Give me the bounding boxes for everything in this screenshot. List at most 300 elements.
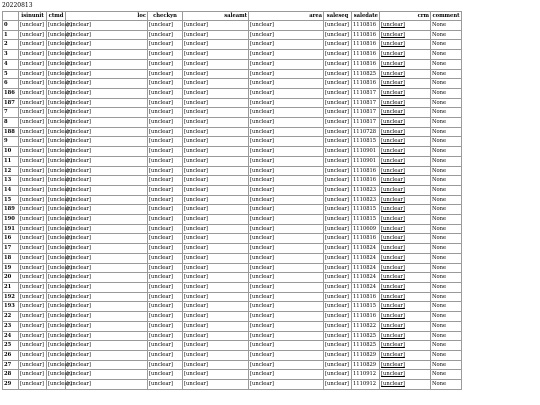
cell-crm-link[interactable]: [unclear] [380, 185, 431, 195]
cell-comment: None [431, 244, 462, 254]
cell-area: [unclear] [249, 127, 324, 137]
cell-loc: [unclear] [66, 380, 148, 390]
cell-saleseq: [unclear] [324, 263, 352, 273]
cell-ctmd: [unclear] [47, 69, 66, 79]
cell-saleseq: [unclear] [324, 79, 352, 89]
cell-comment: None [431, 253, 462, 263]
cell-saledate: 1110824 [352, 273, 380, 283]
cell-isinunit: [unclear] [19, 302, 47, 312]
cell-isinunit: [unclear] [19, 118, 47, 128]
cell-crm-link[interactable]: [unclear] [380, 321, 431, 331]
row-index: 186 [3, 88, 19, 98]
row-index: 192 [3, 292, 19, 302]
cell-crm-link[interactable]: [unclear] [380, 380, 431, 390]
cell-isinunit: [unclear] [19, 59, 47, 69]
cell-isinunit: [unclear] [19, 253, 47, 263]
cell-loc: [unclear] [66, 350, 148, 360]
cell-crm-link[interactable]: [unclear] [380, 350, 431, 360]
cell-saledate: 1110817 [352, 118, 380, 128]
cell-saleamt: [unclear] [183, 176, 249, 186]
cell-ctmd: [unclear] [47, 370, 66, 380]
cell-saleseq: [unclear] [324, 234, 352, 244]
cell-saleamt: [unclear] [183, 30, 249, 40]
cell-ctmd: [unclear] [47, 302, 66, 312]
table-row [3, 253, 462, 263]
cell-saleseq: [unclear] [324, 195, 352, 205]
cell-crm-link[interactable]: [unclear] [380, 79, 431, 89]
cell-crm-link[interactable]: [unclear] [380, 312, 431, 322]
cell-crm-link[interactable]: [unclear] [380, 88, 431, 98]
cell-saledate: 1110815 [352, 302, 380, 312]
cell-area: [unclear] [249, 69, 324, 79]
cell-comment: None [431, 69, 462, 79]
cell-area: [unclear] [249, 360, 324, 370]
cell-comment: None [431, 224, 462, 234]
cell-loc: [unclear] [66, 253, 148, 263]
row-index: 27 [3, 360, 19, 370]
cell-saledate: 1110829 [352, 360, 380, 370]
column-header-crm: crm [380, 12, 431, 21]
cell-saleseq: [unclear] [324, 321, 352, 331]
cell-checkyn: [unclear] [148, 50, 183, 60]
cell-loc: [unclear] [66, 176, 148, 186]
cell-saleseq: [unclear] [324, 360, 352, 370]
table-row [3, 195, 462, 205]
column-header-area: area [249, 12, 324, 21]
row-index: 9 [3, 137, 19, 147]
cell-comment: None [431, 273, 462, 283]
cell-saledate: 1110901 [352, 156, 380, 166]
cell-saleseq: [unclear] [324, 98, 352, 108]
cell-saleseq: [unclear] [324, 108, 352, 118]
cell-saledate: 1110912 [352, 370, 380, 380]
table-row [3, 30, 462, 40]
cell-isinunit: [unclear] [19, 156, 47, 166]
cell-comment: None [431, 98, 462, 108]
cell-ctmd: [unclear] [47, 185, 66, 195]
data-table [2, 11, 462, 390]
row-index: 22 [3, 312, 19, 322]
cell-crm-link[interactable]: [unclear] [380, 21, 431, 31]
cell-comment: None [431, 215, 462, 225]
cell-area: [unclear] [249, 98, 324, 108]
cell-isinunit: [unclear] [19, 282, 47, 292]
cell-area: [unclear] [249, 50, 324, 60]
cell-loc: [unclear] [66, 166, 148, 176]
cell-isinunit: [unclear] [19, 195, 47, 205]
cell-saledate: 1110817 [352, 98, 380, 108]
cell-ctmd: [unclear] [47, 312, 66, 322]
cell-checkyn: [unclear] [148, 341, 183, 351]
row-index: 188 [3, 127, 19, 137]
cell-saledate: 1110816 [352, 176, 380, 186]
cell-checkyn: [unclear] [148, 282, 183, 292]
cell-saleamt: [unclear] [183, 166, 249, 176]
cell-saleamt: [unclear] [183, 273, 249, 283]
cell-checkyn: [unclear] [148, 176, 183, 186]
cell-saleamt: [unclear] [183, 59, 249, 69]
cell-ctmd: [unclear] [47, 127, 66, 137]
table-row [3, 321, 462, 331]
cell-isinunit: [unclear] [19, 40, 47, 50]
cell-ctmd: [unclear] [47, 292, 66, 302]
cell-saledate: 1110825 [352, 69, 380, 79]
row-index: 187 [3, 98, 19, 108]
cell-area: [unclear] [249, 40, 324, 50]
cell-saledate: 1110609 [352, 224, 380, 234]
cell-isinunit: [unclear] [19, 127, 47, 137]
cell-saleamt: [unclear] [183, 69, 249, 79]
cell-isinunit: [unclear] [19, 79, 47, 89]
cell-saledate: 1110829 [352, 350, 380, 360]
cell-crm-link[interactable]: [unclear] [380, 98, 431, 108]
cell-isinunit: [unclear] [19, 108, 47, 118]
cell-checkyn: [unclear] [148, 380, 183, 390]
cell-crm-link[interactable]: [unclear] [380, 156, 431, 166]
cell-loc: [unclear] [66, 30, 148, 40]
cell-comment: None [431, 59, 462, 69]
cell-crm-link[interactable]: [unclear] [380, 40, 431, 50]
cell-saledate: 1110815 [352, 137, 380, 147]
cell-saleseq: [unclear] [324, 273, 352, 283]
cell-saleamt: [unclear] [183, 341, 249, 351]
cell-crm-link[interactable]: [unclear] [380, 69, 431, 79]
cell-isinunit: [unclear] [19, 273, 47, 283]
cell-ctmd: [unclear] [47, 40, 66, 50]
cell-saleamt: [unclear] [183, 127, 249, 137]
cell-crm-link[interactable]: [unclear] [380, 30, 431, 40]
table-row [3, 273, 462, 283]
cell-isinunit: [unclear] [19, 341, 47, 351]
cell-ctmd: [unclear] [47, 176, 66, 186]
table-row [3, 156, 462, 166]
row-index: 26 [3, 350, 19, 360]
cell-saleseq: [unclear] [324, 30, 352, 40]
column-header-isinunit: isinunit [19, 12, 47, 21]
cell-ctmd: [unclear] [47, 195, 66, 205]
cell-crm-link[interactable]: [unclear] [380, 195, 431, 205]
cell-saleseq: [unclear] [324, 156, 352, 166]
cell-comment: None [431, 302, 462, 312]
cell-ctmd: [unclear] [47, 215, 66, 225]
cell-crm-link[interactable]: [unclear] [380, 118, 431, 128]
cell-saleamt: [unclear] [183, 331, 249, 341]
cell-crm-link[interactable]: [unclear] [380, 331, 431, 341]
cell-isinunit: [unclear] [19, 137, 47, 147]
cell-isinunit: [unclear] [19, 176, 47, 186]
cell-ctmd: [unclear] [47, 166, 66, 176]
cell-crm-link[interactable]: [unclear] [380, 234, 431, 244]
cell-ctmd: [unclear] [47, 59, 66, 69]
cell-crm-link[interactable]: [unclear] [380, 205, 431, 215]
cell-saledate: 1110823 [352, 185, 380, 195]
table-row [3, 331, 462, 341]
cell-saledate: 1110816 [352, 312, 380, 322]
cell-crm-link[interactable]: [unclear] [380, 59, 431, 69]
row-index: 3 [3, 50, 19, 60]
cell-saledate: 1110816 [352, 59, 380, 69]
cell-saledate: 1110912 [352, 380, 380, 390]
table-row [3, 50, 462, 60]
cell-loc: [unclear] [66, 215, 148, 225]
cell-loc: [unclear] [66, 98, 148, 108]
cell-saleseq: [unclear] [324, 350, 352, 360]
cell-comment: None [431, 30, 462, 40]
cell-crm-link[interactable]: [unclear] [380, 263, 431, 273]
cell-isinunit: [unclear] [19, 147, 47, 157]
cell-saleseq: [unclear] [324, 215, 352, 225]
column-header-saleseq: saleseq [324, 12, 352, 21]
cell-saleamt: [unclear] [183, 312, 249, 322]
cell-comment: None [431, 50, 462, 60]
cell-loc: [unclear] [66, 273, 148, 283]
cell-saleseq: [unclear] [324, 69, 352, 79]
cell-comment: None [431, 380, 462, 390]
table-row [3, 98, 462, 108]
cell-saledate: 1110824 [352, 263, 380, 273]
cell-saleamt: [unclear] [183, 263, 249, 273]
cell-saledate: 1110824 [352, 282, 380, 292]
cell-comment: None [431, 147, 462, 157]
cell-crm-link[interactable]: [unclear] [380, 127, 431, 137]
table-row [3, 380, 462, 390]
table-body [3, 21, 462, 390]
cell-isinunit: [unclear] [19, 321, 47, 331]
cell-ctmd: [unclear] [47, 263, 66, 273]
table-row [3, 205, 462, 215]
cell-comment: None [431, 292, 462, 302]
cell-checkyn: [unclear] [148, 360, 183, 370]
cell-comment: None [431, 118, 462, 128]
cell-crm-link[interactable]: [unclear] [380, 50, 431, 60]
column-header-ctmd: ctmd [47, 12, 66, 21]
cell-crm-link[interactable]: [unclear] [380, 302, 431, 312]
cell-comment: None [431, 137, 462, 147]
cell-area: [unclear] [249, 88, 324, 98]
cell-checkyn: [unclear] [148, 350, 183, 360]
row-index: 20 [3, 273, 19, 283]
cell-crm-link[interactable]: [unclear] [380, 108, 431, 118]
cell-ctmd: [unclear] [47, 253, 66, 263]
cell-area: [unclear] [249, 118, 324, 128]
table-row [3, 215, 462, 225]
row-index: 21 [3, 282, 19, 292]
cell-saleamt: [unclear] [183, 205, 249, 215]
cell-crm-link[interactable]: [unclear] [380, 370, 431, 380]
cell-area: [unclear] [249, 59, 324, 69]
cell-comment: None [431, 185, 462, 195]
cell-saleamt: [unclear] [183, 21, 249, 31]
cell-saleseq: [unclear] [324, 147, 352, 157]
cell-area: [unclear] [249, 244, 324, 254]
row-index: 19 [3, 263, 19, 273]
cell-comment: None [431, 331, 462, 341]
cell-saleamt: [unclear] [183, 360, 249, 370]
row-index: 13 [3, 176, 19, 186]
row-index: 24 [3, 331, 19, 341]
cell-checkyn: [unclear] [148, 118, 183, 128]
cell-saleamt: [unclear] [183, 380, 249, 390]
cell-checkyn: [unclear] [148, 302, 183, 312]
cell-crm-link[interactable]: [unclear] [380, 176, 431, 186]
cell-checkyn: [unclear] [148, 312, 183, 322]
cell-saleamt: [unclear] [183, 40, 249, 50]
table-row [3, 40, 462, 50]
cell-saleseq: [unclear] [324, 176, 352, 186]
cell-ctmd: [unclear] [47, 118, 66, 128]
cell-area: [unclear] [249, 21, 324, 31]
cell-saleseq: [unclear] [324, 292, 352, 302]
cell-loc: [unclear] [66, 79, 148, 89]
cell-saledate: 1110823 [352, 195, 380, 205]
cell-saleseq: [unclear] [324, 331, 352, 341]
cell-loc: [unclear] [66, 360, 148, 370]
cell-saledate: 1110815 [352, 215, 380, 225]
cell-area: [unclear] [249, 370, 324, 380]
table-row [3, 176, 462, 186]
column-header-loc: loc [66, 12, 148, 21]
cell-ctmd: [unclear] [47, 108, 66, 118]
row-index: 18 [3, 253, 19, 263]
cell-loc: [unclear] [66, 40, 148, 50]
cell-saledate: 1110817 [352, 108, 380, 118]
cell-isinunit: [unclear] [19, 292, 47, 302]
cell-isinunit: [unclear] [19, 312, 47, 322]
table-row [3, 282, 462, 292]
cell-crm-link[interactable]: [unclear] [380, 253, 431, 263]
cell-checkyn: [unclear] [148, 88, 183, 98]
cell-comment: None [431, 176, 462, 186]
cell-isinunit: [unclear] [19, 263, 47, 273]
cell-comment: None [431, 40, 462, 50]
cell-loc: [unclear] [66, 185, 148, 195]
cell-checkyn: [unclear] [148, 127, 183, 137]
row-index: 7 [3, 108, 19, 118]
cell-saleamt: [unclear] [183, 98, 249, 108]
cell-loc: [unclear] [66, 205, 148, 215]
cell-crm-link[interactable]: [unclear] [380, 147, 431, 157]
cell-checkyn: [unclear] [148, 321, 183, 331]
cell-crm-link[interactable]: [unclear] [380, 292, 431, 302]
cell-crm-link[interactable]: [unclear] [380, 282, 431, 292]
table-row [3, 263, 462, 273]
cell-isinunit: [unclear] [19, 234, 47, 244]
cell-area: [unclear] [249, 147, 324, 157]
cell-comment: None [431, 263, 462, 273]
cell-area: [unclear] [249, 185, 324, 195]
cell-loc: [unclear] [66, 118, 148, 128]
cell-saleseq: [unclear] [324, 50, 352, 60]
cell-comment: None [431, 341, 462, 351]
cell-loc: [unclear] [66, 302, 148, 312]
cell-loc: [unclear] [66, 88, 148, 98]
cell-saledate: 1110822 [352, 321, 380, 331]
cell-checkyn: [unclear] [148, 224, 183, 234]
cell-ctmd: [unclear] [47, 350, 66, 360]
cell-ctmd: [unclear] [47, 234, 66, 244]
cell-isinunit: [unclear] [19, 360, 47, 370]
cell-checkyn: [unclear] [148, 108, 183, 118]
cell-ctmd: [unclear] [47, 147, 66, 157]
cell-checkyn: [unclear] [148, 331, 183, 341]
cell-saleamt: [unclear] [183, 253, 249, 263]
cell-loc: [unclear] [66, 127, 148, 137]
cell-saledate: 1110816 [352, 21, 380, 31]
cell-crm-link[interactable]: [unclear] [380, 137, 431, 147]
cell-comment: None [431, 234, 462, 244]
cell-ctmd: [unclear] [47, 341, 66, 351]
cell-saleseq: [unclear] [324, 59, 352, 69]
cell-saledate: 1110817 [352, 88, 380, 98]
row-index: 17 [3, 244, 19, 254]
cell-area: [unclear] [249, 341, 324, 351]
cell-saledate: 1110728 [352, 127, 380, 137]
cell-checkyn: [unclear] [148, 98, 183, 108]
cell-saledate: 1110825 [352, 341, 380, 351]
cell-comment: None [431, 360, 462, 370]
row-index: 1 [3, 30, 19, 40]
cell-crm-link[interactable]: [unclear] [380, 166, 431, 176]
cell-saleseq: [unclear] [324, 185, 352, 195]
cell-saleamt: [unclear] [183, 302, 249, 312]
cell-saleamt: [unclear] [183, 321, 249, 331]
cell-crm-link[interactable]: [unclear] [380, 341, 431, 351]
table-row [3, 79, 462, 89]
cell-ctmd: [unclear] [47, 137, 66, 147]
cell-ctmd: [unclear] [47, 331, 66, 341]
row-index: 5 [3, 69, 19, 79]
cell-crm-link[interactable]: [unclear] [380, 224, 431, 234]
cell-isinunit: [unclear] [19, 50, 47, 60]
table-row [3, 292, 462, 302]
cell-crm-link[interactable]: [unclear] [380, 273, 431, 283]
cell-checkyn: [unclear] [148, 292, 183, 302]
cell-comment: None [431, 21, 462, 31]
cell-checkyn: [unclear] [148, 69, 183, 79]
table-row [3, 350, 462, 360]
cell-isinunit: [unclear] [19, 98, 47, 108]
cell-comment: None [431, 88, 462, 98]
cell-comment: None [431, 205, 462, 215]
table-row [3, 244, 462, 254]
column-header-checkyn: checkyn [148, 12, 183, 21]
cell-checkyn: [unclear] [148, 244, 183, 254]
cell-isinunit: [unclear] [19, 21, 47, 31]
table-row [3, 127, 462, 137]
cell-ctmd: [unclear] [47, 50, 66, 60]
cell-ctmd: [unclear] [47, 79, 66, 89]
cell-crm-link[interactable]: [unclear] [380, 244, 431, 254]
cell-loc: [unclear] [66, 59, 148, 69]
cell-saleamt: [unclear] [183, 137, 249, 147]
cell-area: [unclear] [249, 331, 324, 341]
cell-ctmd: [unclear] [47, 98, 66, 108]
cell-crm-link[interactable]: [unclear] [380, 215, 431, 225]
cell-checkyn: [unclear] [148, 263, 183, 273]
table-row [3, 360, 462, 370]
cell-crm-link[interactable]: [unclear] [380, 360, 431, 370]
cell-area: [unclear] [249, 156, 324, 166]
cell-isinunit: [unclear] [19, 370, 47, 380]
cell-comment: None [431, 127, 462, 137]
cell-comment: None [431, 370, 462, 380]
cell-checkyn: [unclear] [148, 137, 183, 147]
cell-area: [unclear] [249, 137, 324, 147]
cell-loc: [unclear] [66, 263, 148, 273]
cell-loc: [unclear] [66, 69, 148, 79]
table-row [3, 21, 462, 31]
cell-loc: [unclear] [66, 312, 148, 322]
